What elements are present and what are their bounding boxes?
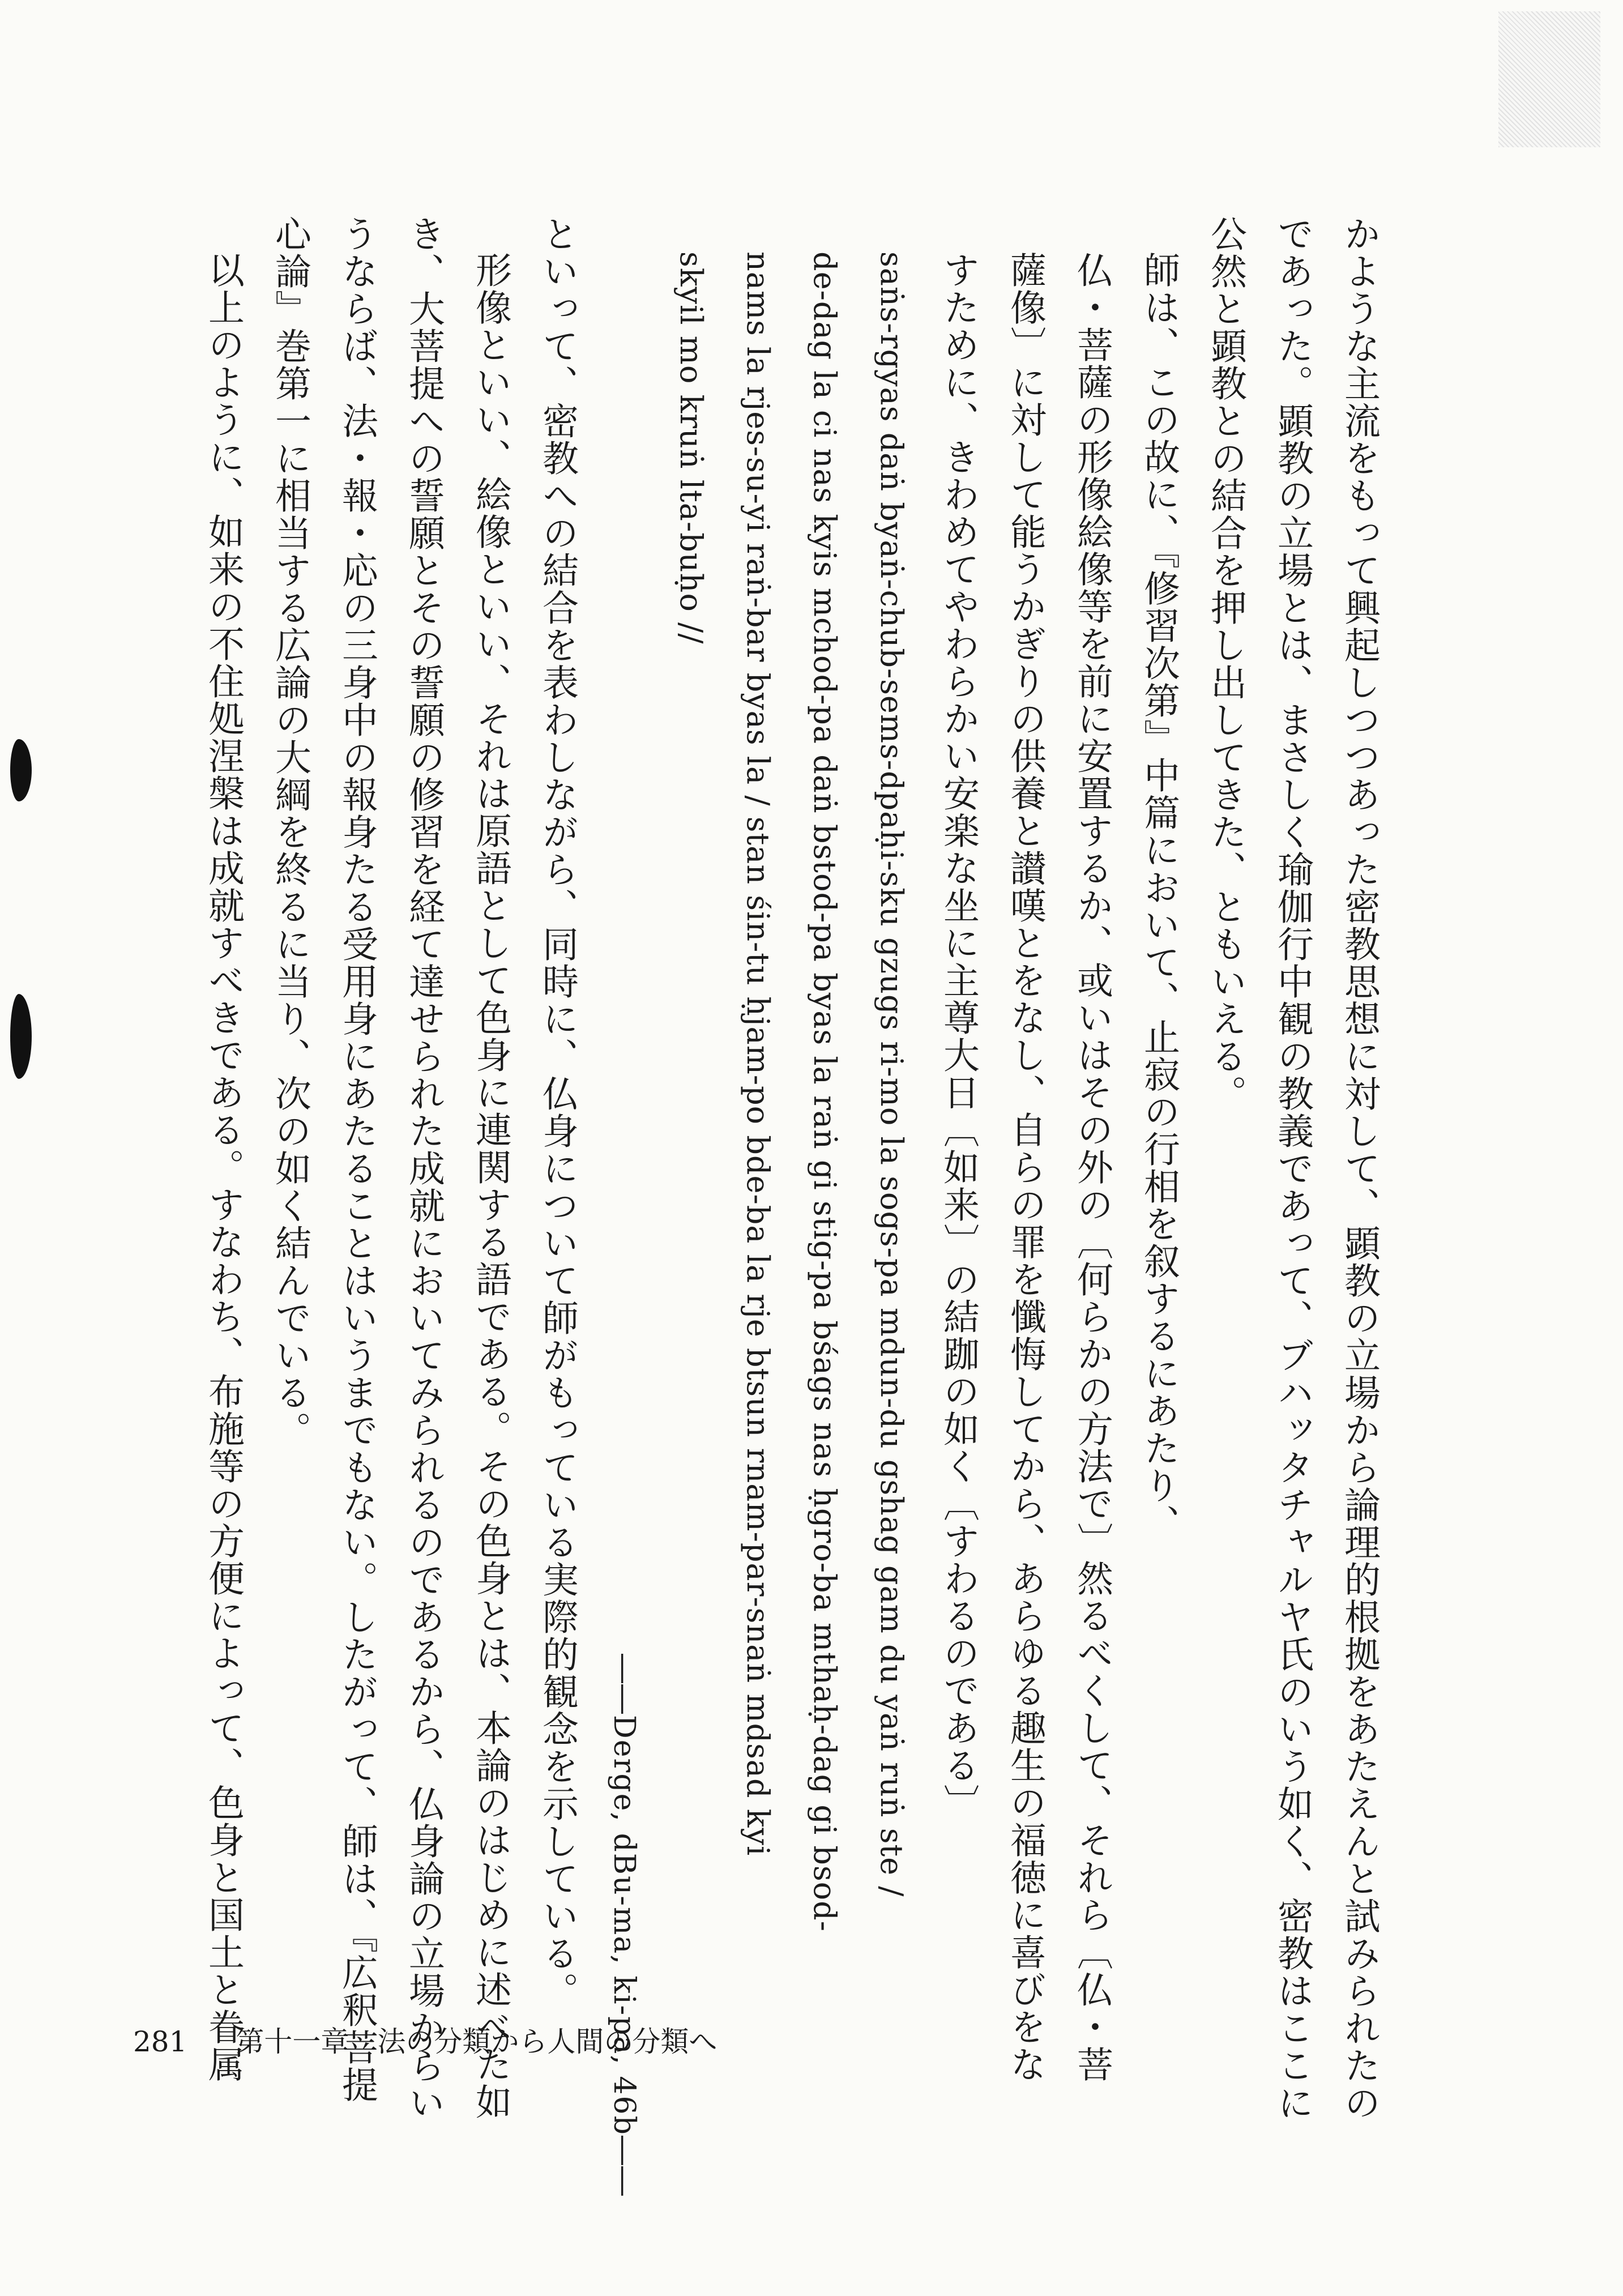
page-number: 281 <box>133 2025 187 2058</box>
chapter-title: 第十一章 法の分類から人間の分類へ <box>236 2025 717 2058</box>
text-column: 公然と顕教との結合を押し出してきた、ともいえる。 <box>1205 215 1246 1112</box>
quote-column: 仏・菩薩の形像絵像等を前に安置するか、或いはその外の〔何らかの方法で〕然るべくして、それら〔仏・菩 <box>1071 251 1113 2083</box>
text-column: うならば、法・報・応の三身中の報身たる受用身にあたることはいうまでもない。したがって、師は、『広釈菩提 <box>336 215 378 2103</box>
tibetan-column: skyil mo kruṅ lta-buḥo // <box>673 251 709 645</box>
scan-artifact <box>1498 11 1600 147</box>
quote-column: 薩像〕に対して能うかぎりの供養と讃嘆とをなし、自らの罪を懺悔してから、あらゆる趣生の福徳に喜びをな <box>1004 251 1046 2083</box>
page-footer <box>133 2019 717 2060</box>
punch-hole-mark <box>10 994 32 1079</box>
tibetan-column: de-dag la ci nas kyis mchod-pa daṅ bstod-pa byas la raṅ gi stig-pa bśags nas ḥgro-ba mthaḥ-dag gi bsod- <box>807 251 843 1932</box>
tibetan-column: nams la rjes-su-yi raṅ-bar byas la / stan śin-tu ḥjam-po bde-ba la rje btsun rnam-par-snaṅ mdsad kyi <box>740 251 776 1857</box>
citation: ――Derge, dBu-ma, ki-pa, 46b―― <box>607 1654 641 2197</box>
text-column: き、大菩提への誓願とその誓願の修習を経て達せられた成就においてみられるのであるから、仏身論の立場からい <box>403 215 445 2122</box>
text-column: かような主流をもって興起しつつあった密教思想に対して、顕教の立場から論理的根拠をあたえんと試みられたの <box>1338 215 1380 2122</box>
text-column: 形像といい、絵像といい、それは原語として色身に連関する語である。その色身とは、本論のはじめに述べた如 <box>469 251 511 2120</box>
text-column: 心論』巻第一に相当する広論の大綱を終るに当り、次の如く結んでいる。 <box>269 215 311 1449</box>
text-column: といって、密教への結合を表わしながら、同時に、仏身について師がもっている実際的観念を示している。 <box>536 215 578 2009</box>
text-column: であった。顕教の立場とは、まさしく瑜伽行中観の教義であって、ブハッタチャルヤ氏のいう如く、密教はここに <box>1271 215 1313 2122</box>
text-column: 以上のように、如来の不住処涅槃は成就すべきである。すなわち、布施等の方便によって、色身と国土と眷属 <box>202 251 244 2083</box>
punch-hole-mark <box>10 739 32 801</box>
text-column: 師は、この故に、『修習次第』中篇において、止寂の行相を叙するにあたり、 <box>1138 251 1180 1542</box>
tibetan-column: saṅs-rgyas daṅ byaṅ-chub-sems-dpaḥi-sku gzugs ri-mo la sogs-pa mdun-du gshag gam du yaṅ ruṅ ste / <box>874 251 909 1897</box>
quote-column: すために、きわめてやわらかい安楽な坐に主尊大日〔如来〕の結跏の如く〔すわるのである〕 <box>937 251 979 1821</box>
